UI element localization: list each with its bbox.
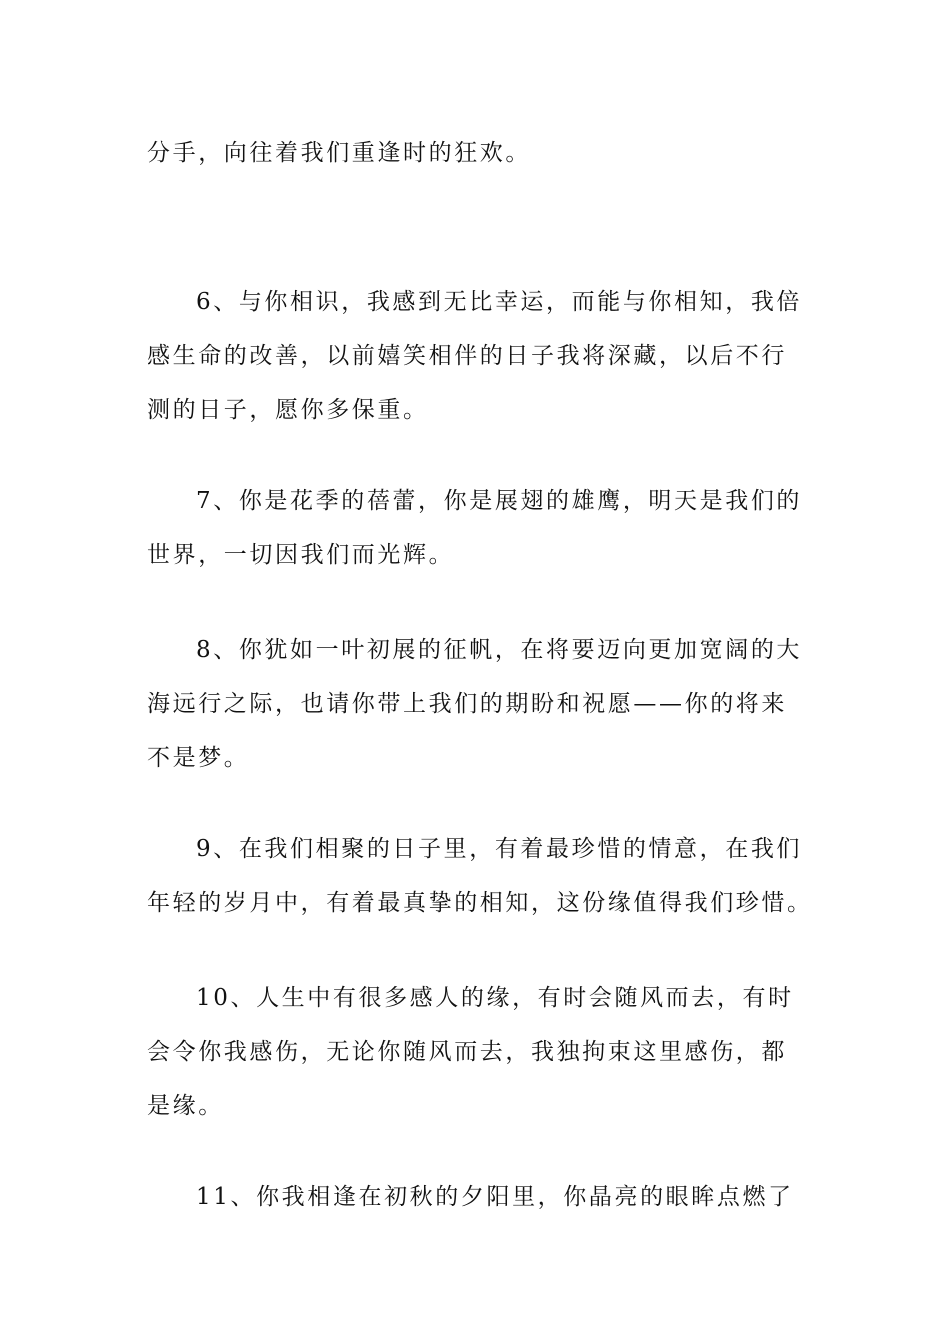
paragraph-10 xyxy=(147,971,807,1133)
text-line: 是缘。 xyxy=(147,1093,224,1119)
text-line: 会令你我感伤，无论你随风而去，我独拘束这里感伤，都 xyxy=(147,1039,787,1065)
text-line: 11、你我相逢在初秋的夕阳里，你晶亮的眼眸点燃了 xyxy=(196,1184,794,1210)
paragraph-9 xyxy=(147,822,813,930)
text-line: 9、在我们相聚的日子里，有着最珍惜的情意，在我们 xyxy=(196,836,803,862)
paragraph-11 xyxy=(147,1170,807,1224)
paragraph-6 xyxy=(147,275,807,437)
text-line: 6、与你相识，我感到无比幸运，而能与你相知，我倍 xyxy=(196,289,803,315)
text-line: 感生命的改善，以前嬉笑相伴的日子我将深藏，以后不行 xyxy=(147,343,787,369)
text-line: 年轻的岁月中，有着最真挚的相知，这份缘值得我们珍惜。 xyxy=(147,890,813,916)
text-line: 10、人生中有很多感人的缘，有时会随风而去，有时 xyxy=(196,985,794,1011)
text-line: 7、你是花季的蓓蕾，你是展翅的雄鹰，明天是我们的 xyxy=(196,488,803,514)
paragraph-7 xyxy=(147,474,807,582)
paragraph-8 xyxy=(147,623,807,785)
paragraph-continuation xyxy=(147,126,807,180)
text-line: 测的日子，愿你多保重。 xyxy=(147,397,429,423)
text-line: 分手，向往着我们重逢时的狂欢。 xyxy=(147,140,531,166)
text-line: 海远行之际，也请你带上我们的期盼和祝愿——你的将来 xyxy=(147,691,787,717)
text-line: 世界，一切因我们而光辉。 xyxy=(147,542,455,568)
text-line: 不是梦。 xyxy=(147,745,250,771)
text-line: 8、你犹如一叶初展的征帆，在将要迈向更加宽阔的大 xyxy=(196,637,803,663)
